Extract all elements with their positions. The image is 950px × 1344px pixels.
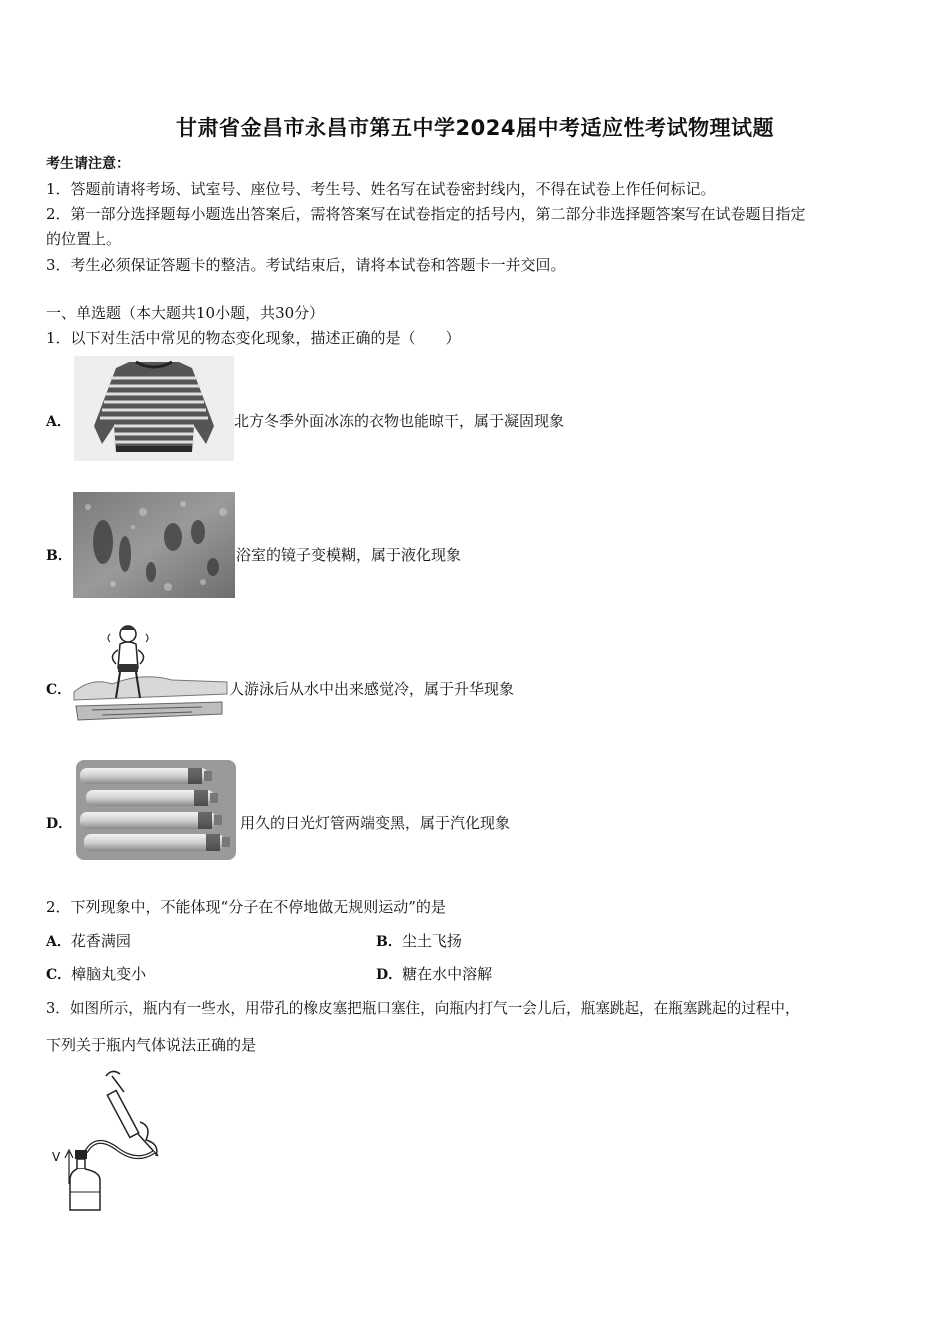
- q2-option-c-text: 樟脑丸变小: [71, 965, 147, 983]
- q2-option-a: [46, 930, 131, 951]
- swimmer-drawing: [72, 622, 230, 726]
- sweater-photo: [74, 356, 234, 461]
- option-d-letter: D．: [46, 816, 73, 832]
- option-a-text: 北方冬季外面冰冻的衣物也能晾干，属于凝固现象: [234, 412, 565, 430]
- q2-option-d-text: 糖在水中溶解: [402, 965, 493, 983]
- velocity-label: V: [52, 1150, 61, 1164]
- q2-option-d-letter: D．: [376, 967, 403, 983]
- notice-item-2: 2．第一部分选择题每小题选出答案后，需将答案写在试卷指定的括号内，第二部分非选择题答案写在试卷题目指定: [46, 205, 806, 223]
- q2-option-d: [376, 963, 492, 984]
- q2-option-a-letter: A．: [46, 934, 71, 950]
- notice-item-2-cont: 的位置上。: [46, 230, 122, 248]
- option-b-text: 浴室的镜子变模糊，属于液化现象: [236, 546, 462, 564]
- question-3-stem-line2: 下列关于瓶内气体说法正确的是: [46, 1036, 257, 1054]
- question-1-stem: 1．以下对生活中常见的物态变化现象，描述正确的是（ ）: [46, 329, 461, 347]
- option-c-text: 人游泳后从水中出来感觉冷，属于升华现象: [229, 680, 515, 698]
- q2-option-b-text: 尘土飞扬: [401, 932, 462, 950]
- q2-option-c: [46, 963, 146, 984]
- question-3-stem-line1: 3．如图所示，瓶内有一些水，用带孔的橡皮塞把瓶口塞住，向瓶内打气一会儿后，瓶塞跳起，在瓶塞跳起的过程中，: [46, 1000, 800, 1017]
- q2-option-c-letter: C．: [46, 967, 72, 983]
- notice-item-3: 3．考生必须保证答题卡的整洁。考试结束后，请将本试卷和答题卡一并交回。: [46, 256, 566, 274]
- q2-option-b: [376, 930, 462, 951]
- notice-item-1: 1．答题前请将考场、试室号、座位号、考生号、姓名写在试卷密封线内，不得在试卷上作任何标记。: [46, 180, 716, 198]
- question-2-stem: 2．下列现象中，不能体现“分子在不停地做无规则运动”的是: [46, 898, 446, 916]
- foggy-mirror-photo: [73, 492, 235, 598]
- option-a-letter: A．: [46, 414, 71, 430]
- fluorescent-tubes-photo: [76, 760, 236, 860]
- page-title: 甘肃省金昌市永昌市第五中学2024届中考适应性考试物理试题: [176, 116, 774, 140]
- notice-heading: 考生请注意：: [46, 156, 130, 172]
- option-b-letter: B．: [46, 548, 72, 564]
- option-c-letter: C．: [46, 682, 72, 698]
- option-d-text: 用久的日光灯管两端变黑，属于汽化现象: [240, 814, 511, 832]
- q2-option-a-text: 花香满园: [70, 932, 131, 950]
- section-heading: 一、单选题（本大题共10小题，共30分）: [46, 304, 325, 322]
- q2-option-b-letter: B．: [376, 934, 402, 950]
- bottle-pump-figure: [46, 1064, 170, 1214]
